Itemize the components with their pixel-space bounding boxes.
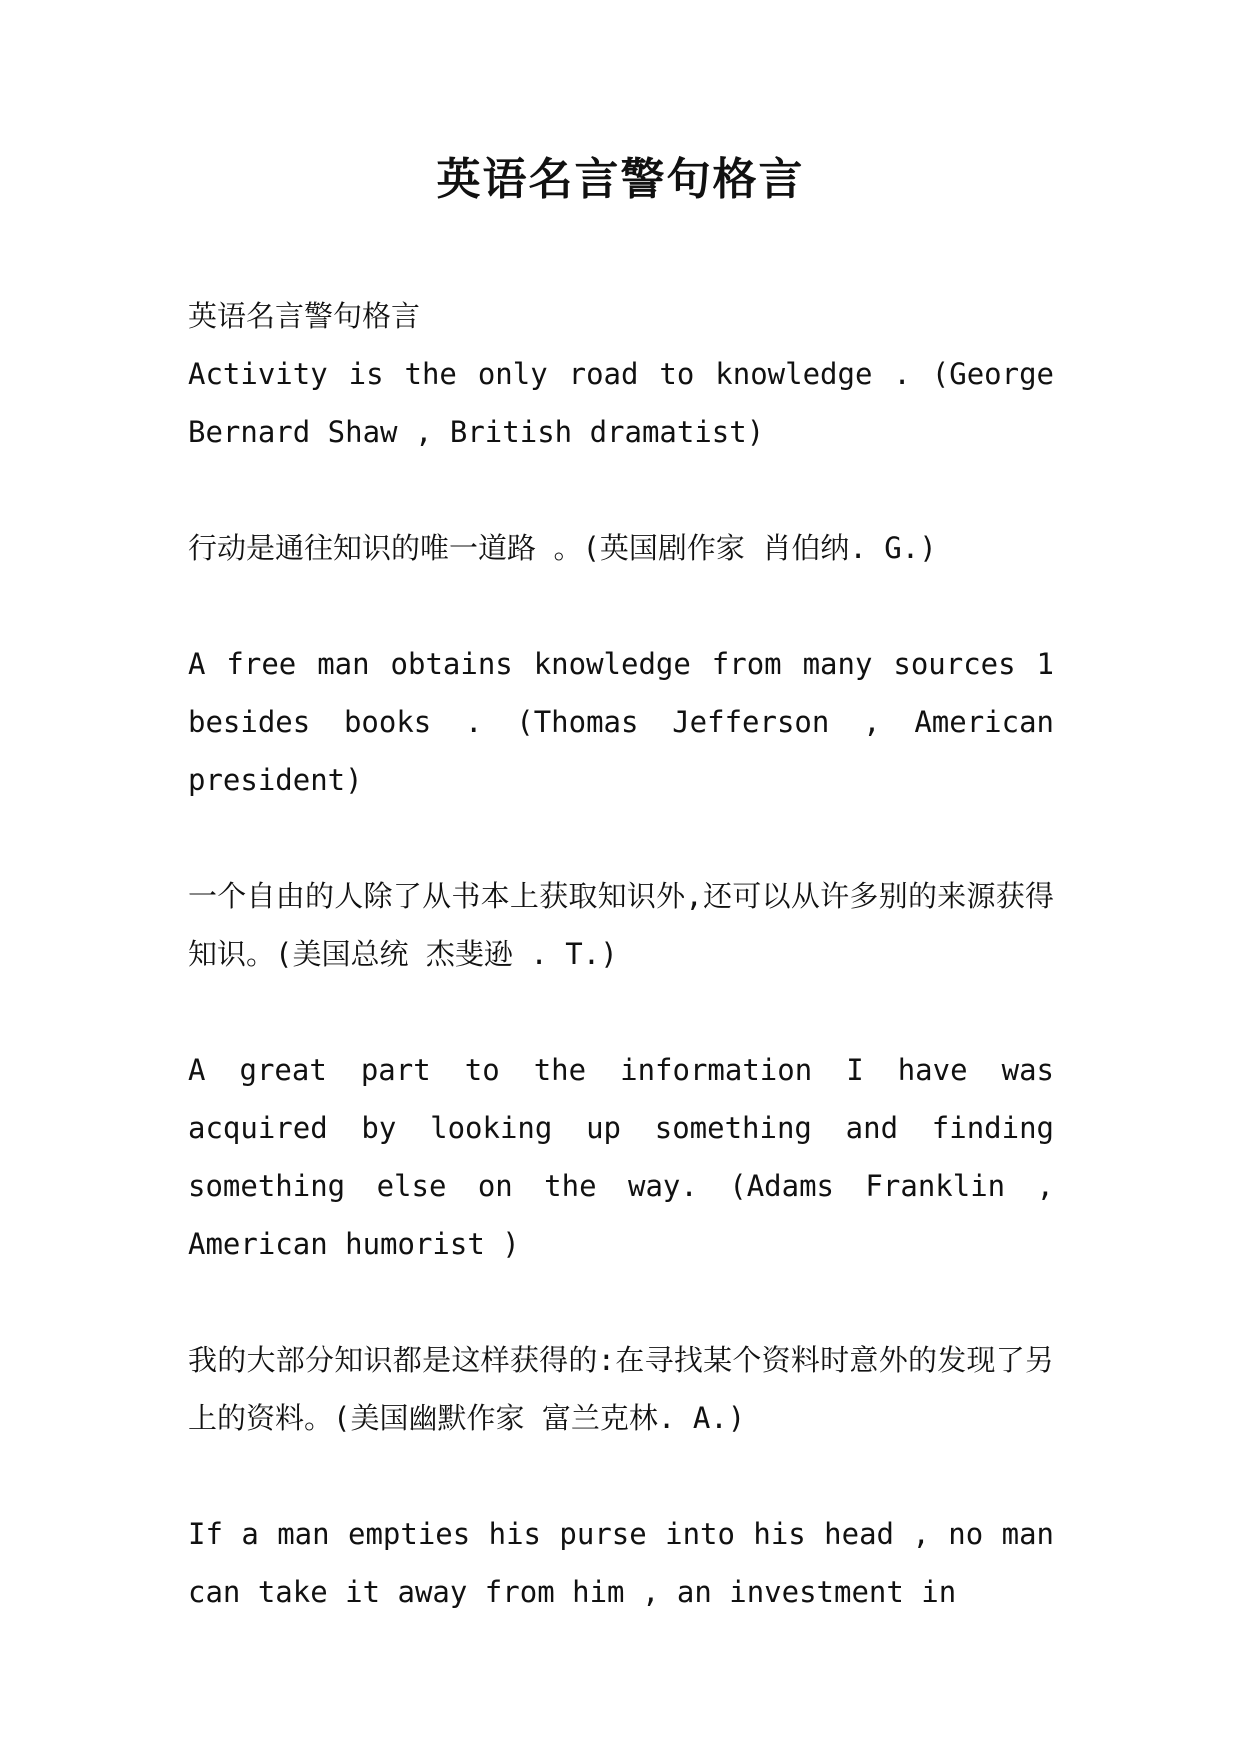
quote-english: A free man obtains knowledge from many sources 1 besides books . (Thomas Jefferson , American president) [188,647,1054,797]
quote-english: If a man empties his purse into his head , no man can take it away from him , an investment in [188,1517,1054,1609]
document-body [188,287,1054,1621]
paragraph-gap [188,461,1054,519]
paragraph-gap [188,809,1054,867]
paragraph-gap [188,577,1054,635]
quote-chinese: 一个自由的人除了从书本上获取知识外,还可以从许多别的来源获得知识。(美国总统 杰斐逊 . T.) [188,879,1054,971]
page-title: 英语名言警句格言 [436,154,805,205]
quote-chinese: 行动是通往知识的唯一道路 。(英国剧作家 肖伯纳. G.) [188,531,937,565]
paragraph-gap [188,983,1054,1041]
document-subtitle: 英语名言警句格言 [188,299,421,333]
paragraph-gap [188,1273,1054,1331]
quote-chinese: 我的大部分知识都是这样获得的:在寻找某个资料时意外的发现了另上的资料。(美国幽默作家 富兰克林. A.) [188,1343,1054,1435]
quote-english: Activity is the only road to knowledge . (George Bernard Shaw , British dramatist) [188,357,1054,449]
paragraph-gap [188,1447,1054,1505]
quote-english: A great part to the information I have was acquired by looking up something and finding something else on the way. (Adams Franklin , American humorist ) [188,1053,1054,1261]
